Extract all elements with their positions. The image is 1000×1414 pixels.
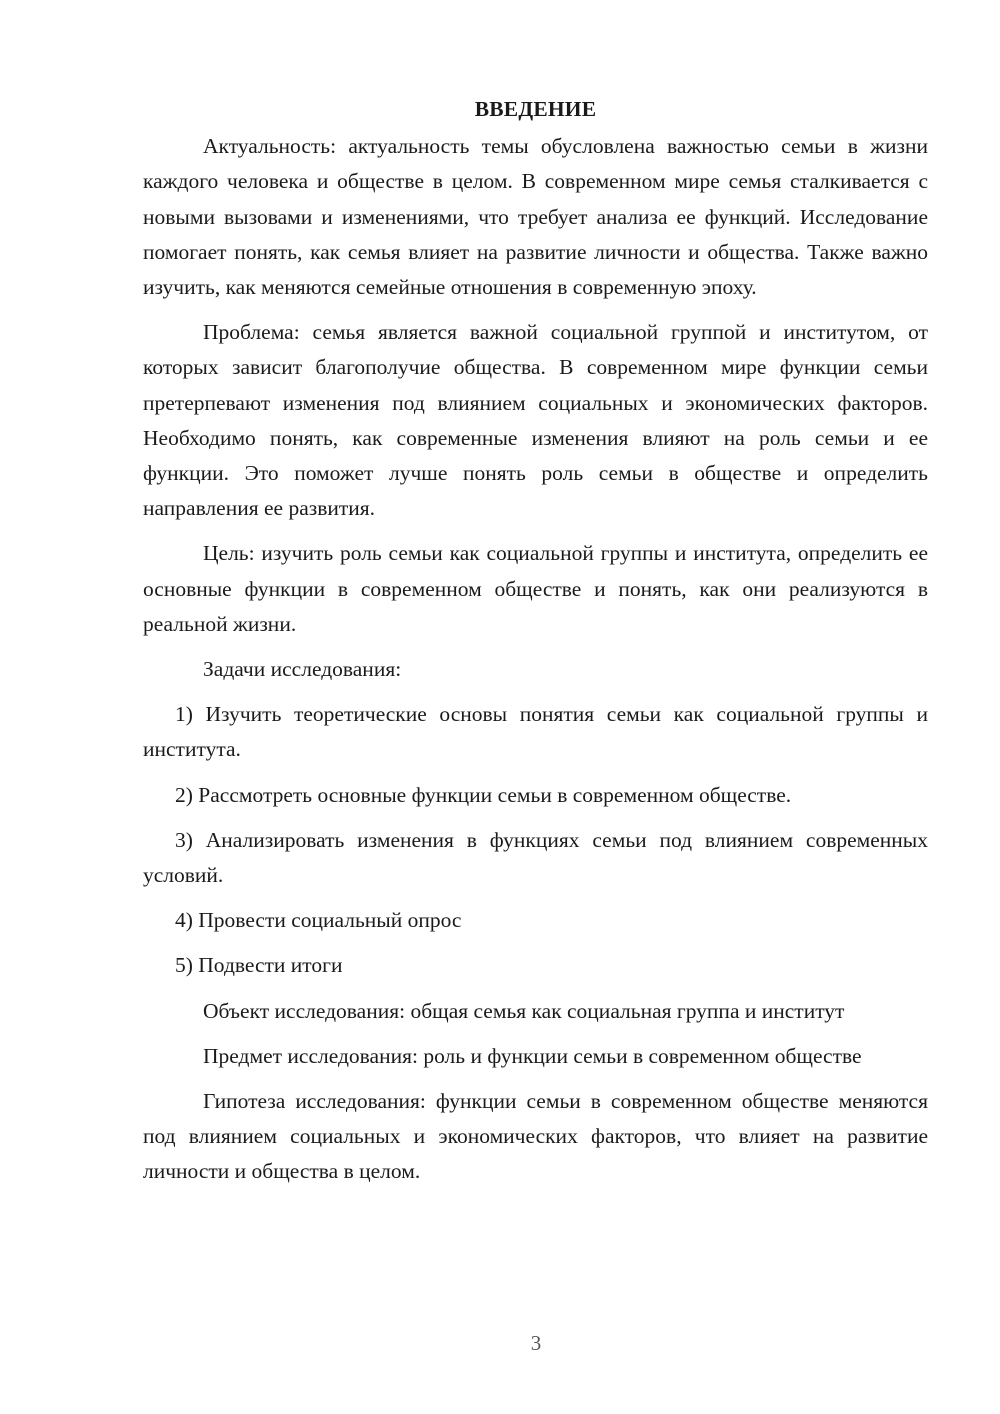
subject-paragraph: Предмет исследования: роль и функции семьи в современном обществе	[203, 1043, 862, 1068]
task-item: 2) Рассмотреть основные функции семьи в современном обществе.	[175, 782, 792, 807]
task-item: 1) Изучить теоретические основы понятия семьи как социальной группы и института.	[143, 702, 928, 762]
task-item: 3) Анализировать изменения в функциях семьи под влиянием современных условий.	[143, 827, 928, 888]
object-paragraph: Объект исследования: общая семья как социальная группа и институт	[203, 998, 845, 1023]
task-item: 4) Провести социальный опрос	[175, 908, 462, 933]
task-item: 5) Подвести итоги	[175, 953, 343, 978]
problem-paragraph: Проблема: семья является важной социальной группой и институтом, от которых зависит благополучие общества. В современном мире функции семьи претерпевают изменения под влиянием социальных и экономических факторов. Необходимо понять, как современные изменения влияют на роль семьи и ее функции. Это поможет лучше понять роль семьи в обществе и определить направления ее развития.	[143, 320, 928, 521]
tasks-heading: Задачи исследования:	[203, 657, 402, 682]
relevance-paragraph: Актуальность: актуальность темы обусловлена важностью семьи в жизни каждого человека и обществе в целом. В современном мире семья сталкивается с новыми вызовами и изменениями, что требует анализа ее функций. Исследование помогает понять, как семья влияет на развитие личности и общества. Также важно изучить, как меняются семейные отношения в современную эпоху.	[143, 134, 928, 300]
goal-paragraph: Цель: изучить роль семьи как социальной группы и института, определить ее основные функции в современном обществе и понять, как они реализуются в реальной жизни.	[143, 541, 928, 636]
hypothesis-paragraph: Гипотеза исследования: функции семьи в современном обществе меняются под влиянием социальных и экономических факторов, что влияет на развитие личности и общества в целом.	[143, 1089, 928, 1184]
section-title: ВВЕДЕНИЕ	[474, 97, 597, 121]
page-number: 3	[530, 1331, 542, 1355]
document-page	[143, 92, 928, 1200]
tasks-list	[143, 697, 928, 983]
